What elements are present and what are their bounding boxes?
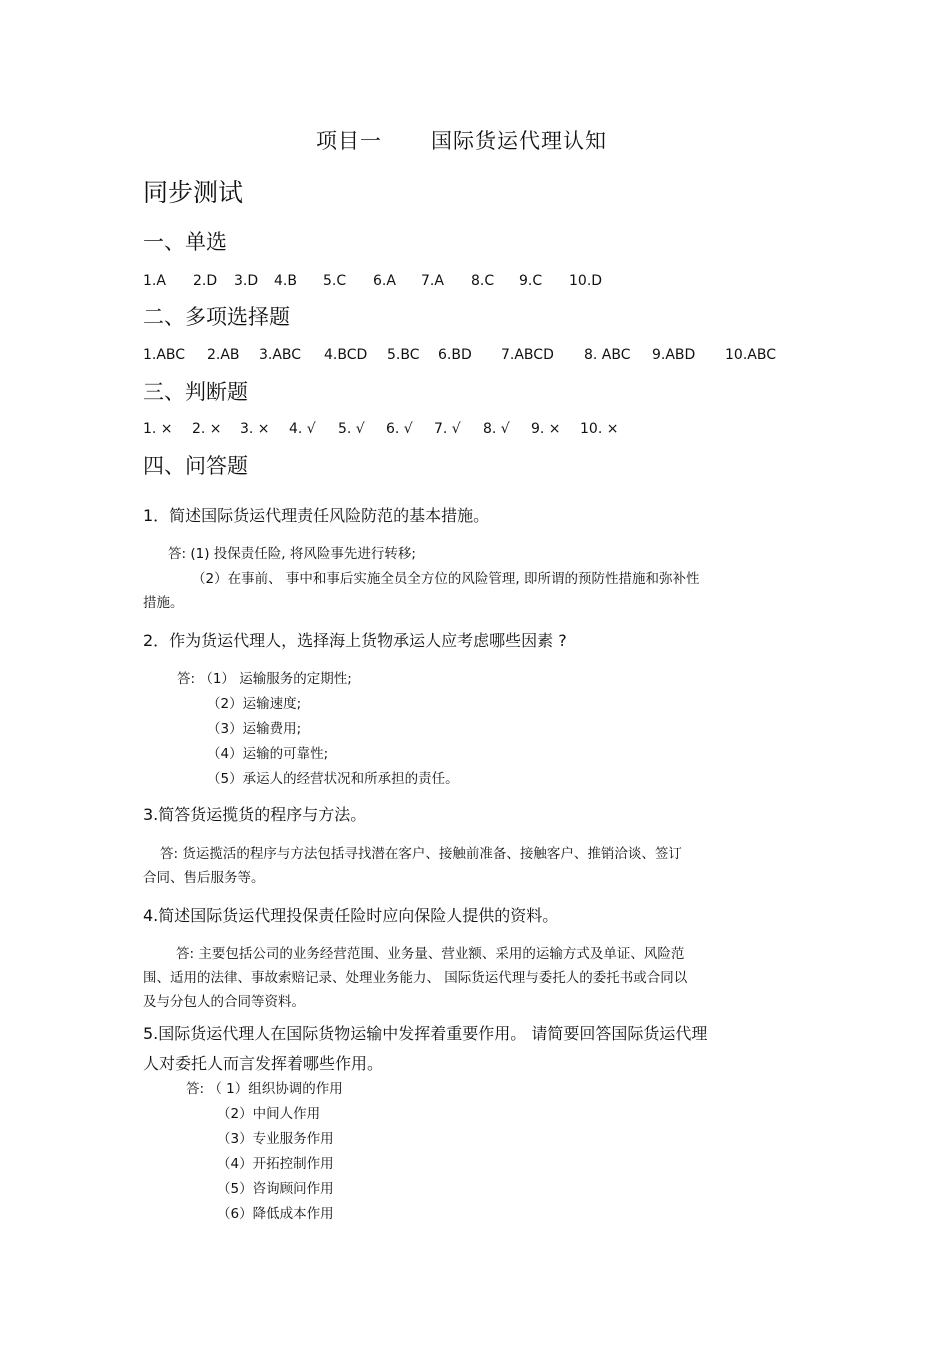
answer: 8.C [471,273,495,289]
answer: 9. × [531,421,561,437]
answer: 2.AB [207,347,240,363]
answer: 3.ABC [259,347,302,363]
answer: 6.A [373,273,396,289]
heading: 同步测试 [143,178,244,207]
answer: 2.D [193,273,218,289]
answer-line: 合同、售后服务等。 [143,870,265,886]
judge-answers-row [0,421,950,441]
answer: 4. √ [289,421,316,437]
answer: 7. √ [434,421,461,437]
answer: 8. √ [483,421,510,437]
answer: 7.A [421,273,444,289]
answer: 7.ABCD [501,347,554,363]
answer: 3.D [234,273,259,289]
answer-line: （3）专业服务作用 [217,1131,334,1147]
answer-line: 围、适用的法律、事故索赔记录、处理业务能力、 国际货运代理与委托人的委托书或合同以 [143,970,688,986]
answer: 2. × [192,421,222,437]
answer-line: （2）在事前、 事中和事后实施全员全方位的风险管理, 即所谓的预防性措施和弥补性 [192,571,700,587]
answer: 6. √ [386,421,413,437]
answer-line: （6）降低成本作用 [217,1206,334,1222]
question-2: 2．作为货运代理人，选择海上货物承运人应考虑哪些因素 ? [143,631,567,650]
answer-line: 答: （ 1）组织协调的作用 [186,1081,343,1097]
answer: 1.ABC [143,347,186,363]
answer-line: 答: 货运揽活的程序与方法包括寻找潜在客户、接触前准备、接触客户、推销洽谈、签订 [160,846,682,862]
answer-line: （2）中间人作用 [217,1106,321,1122]
answer-line: 及与分包人的合同等资料。 [143,994,305,1010]
answer-line: （4）开拓控制作用 [217,1156,334,1172]
answer-line: （2）运输速度; [207,696,302,712]
answer: 5.BC [387,347,420,363]
answer: 10.D [569,273,603,289]
answer-line: （5）承运人的经营状况和所承担的责任。 [207,771,459,787]
question-5-cont: 人对委托人而言发挥着哪些作用。 [143,1054,384,1073]
answer-line: （3）运输费用; [207,721,302,737]
answer-line: 措施。 [143,595,184,611]
answer: 5.C [323,273,347,289]
section-judge-label: 三、判断题 [143,380,248,404]
question-5: 5.国际货运代理人在国际货物运输中发挥着重要作用。 请简要回答国际货运代理 [143,1024,708,1043]
answer: 9.ABD [652,347,696,363]
title-part1: 项目一 [316,129,382,153]
answer-line: 答: (1) 投保责任险, 将风险事先进行转移; [168,546,416,562]
answer-line: 答: （1） 运输服务的定期性; [177,671,352,687]
question-1: 1．简述国际货运代理责任风险防范的基本措施。 [143,506,490,525]
section-qa-label: 四、问答题 [143,454,248,478]
answer: 10. × [580,421,619,437]
question-3: 3.简答货运揽货的程序与方法。 [143,805,367,824]
question-4: 4.简述国际货运代理投保责任险时应向保险人提供的资料。 [143,906,559,925]
multi-answers-row [0,347,950,367]
section-single-label: 一、单选 [143,230,227,254]
answer-line: 答: 主要包括公司的业务经营范围、业务量、营业额、采用的运输方式及单证、风险范 [176,946,685,962]
answer: 4.B [274,273,297,289]
answer: 8. ABC [584,347,631,363]
title-part2: 国际货运代理认知 [431,129,607,153]
answer: 6.BD [438,347,472,363]
answer: 1. × [143,421,173,437]
answer: 9.C [519,273,543,289]
section-multi-label: 二、多项选择题 [143,305,290,329]
answer-line: （5）咨询顾问作用 [217,1181,334,1197]
answer: 5. √ [338,421,365,437]
answer: 1.A [143,273,166,289]
single-answers-row [0,273,950,293]
answer: 10.ABC [725,347,776,363]
answer-line: （4）运输的可靠性; [207,746,329,762]
answer: 4.BCD [324,347,368,363]
answer: 3. × [240,421,270,437]
